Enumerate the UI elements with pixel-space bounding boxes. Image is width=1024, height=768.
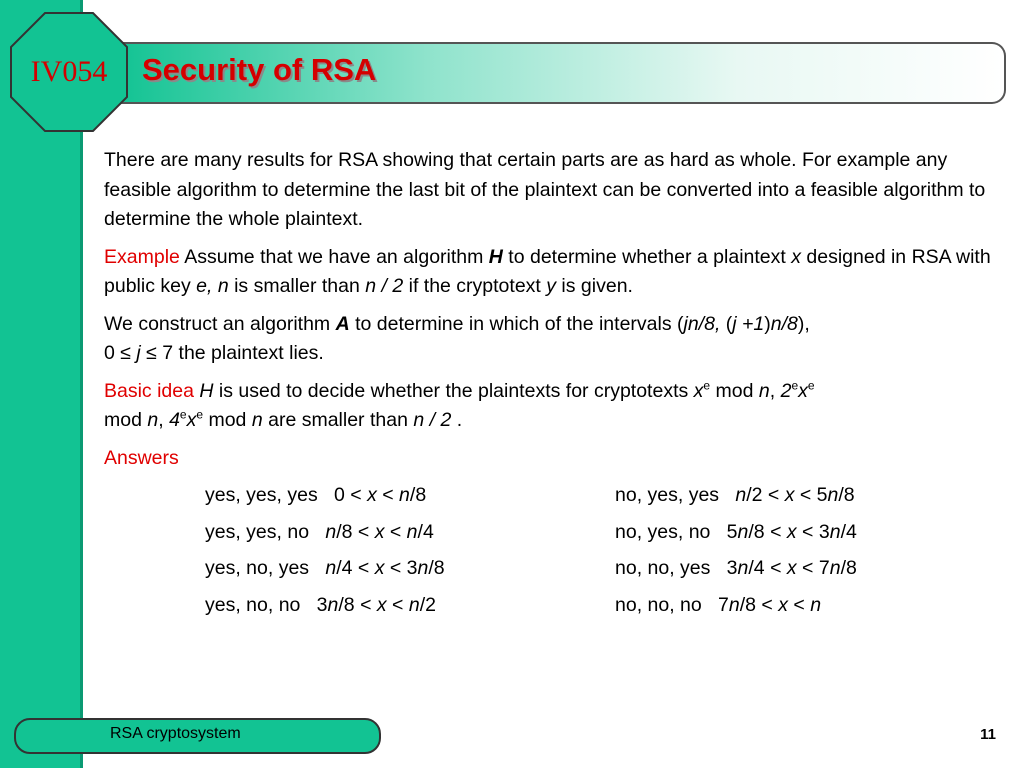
example-label: Example — [104, 245, 180, 268]
construct-paragraph: We construct an algorithm A to determine in which of the intervals (jn/8, (j +1)n/8), 0 ≤ j ≤ 7 the plaintext lies. — [104, 312, 810, 364]
answer-item: yes, yes, yes 0 < x < n/8 — [205, 484, 427, 506]
answer-item: yes, no, no 3n/8 < x < n/2 — [205, 593, 436, 616]
slide-content — [104, 146, 1004, 620]
intro-paragraph: There are many results for RSA showing that certain parts are as hard as whole. For example any feasible algorithm to determine the last bit of the plaintext can be converted into a feasible algorithm to determine the whole plaintext. — [104, 149, 986, 230]
basic-idea-label: Basic idea — [104, 379, 194, 402]
page-title: Security of RSA — [142, 52, 377, 87]
basic-idea-paragraph: Basic idea H is used to decide whether the plaintexts for cryptotexts $x^e$ mod n, $2ex^e$ mod n, $4ex^e$ mod n are smaller than n / 2 . — [104, 378, 815, 431]
answer-item: yes, no, yes n/4 < x < 3n/8 — [205, 557, 445, 579]
answers-grid — [205, 481, 1004, 620]
answer-item: no, no, no 7n/8 < x < n — [615, 593, 822, 616]
logo-text: IV054 — [30, 55, 108, 88]
answers-label: Answers — [104, 446, 179, 469]
answer-item: no, yes, yes n/2 < x < 5n/8 — [615, 484, 855, 506]
answer-item: no, no, yes 3n/4 < x < 7n/8 — [615, 557, 857, 579]
course-logo — [10, 12, 128, 132]
answer-item: yes, yes, no n/8 < x < n/4 — [205, 520, 434, 543]
answer-item: no, yes, no 5n/8 < x < 3n/4 — [615, 520, 857, 543]
footer-label: RSA cryptosystem — [110, 725, 241, 742]
page-number: 11 — [980, 726, 996, 743]
example-paragraph: Example Assume that we have an algorithm H to determine whether a plaintext x designed in RSA with public key e, n is smaller than n / 2 if the cryptotext y is given. — [104, 245, 991, 297]
